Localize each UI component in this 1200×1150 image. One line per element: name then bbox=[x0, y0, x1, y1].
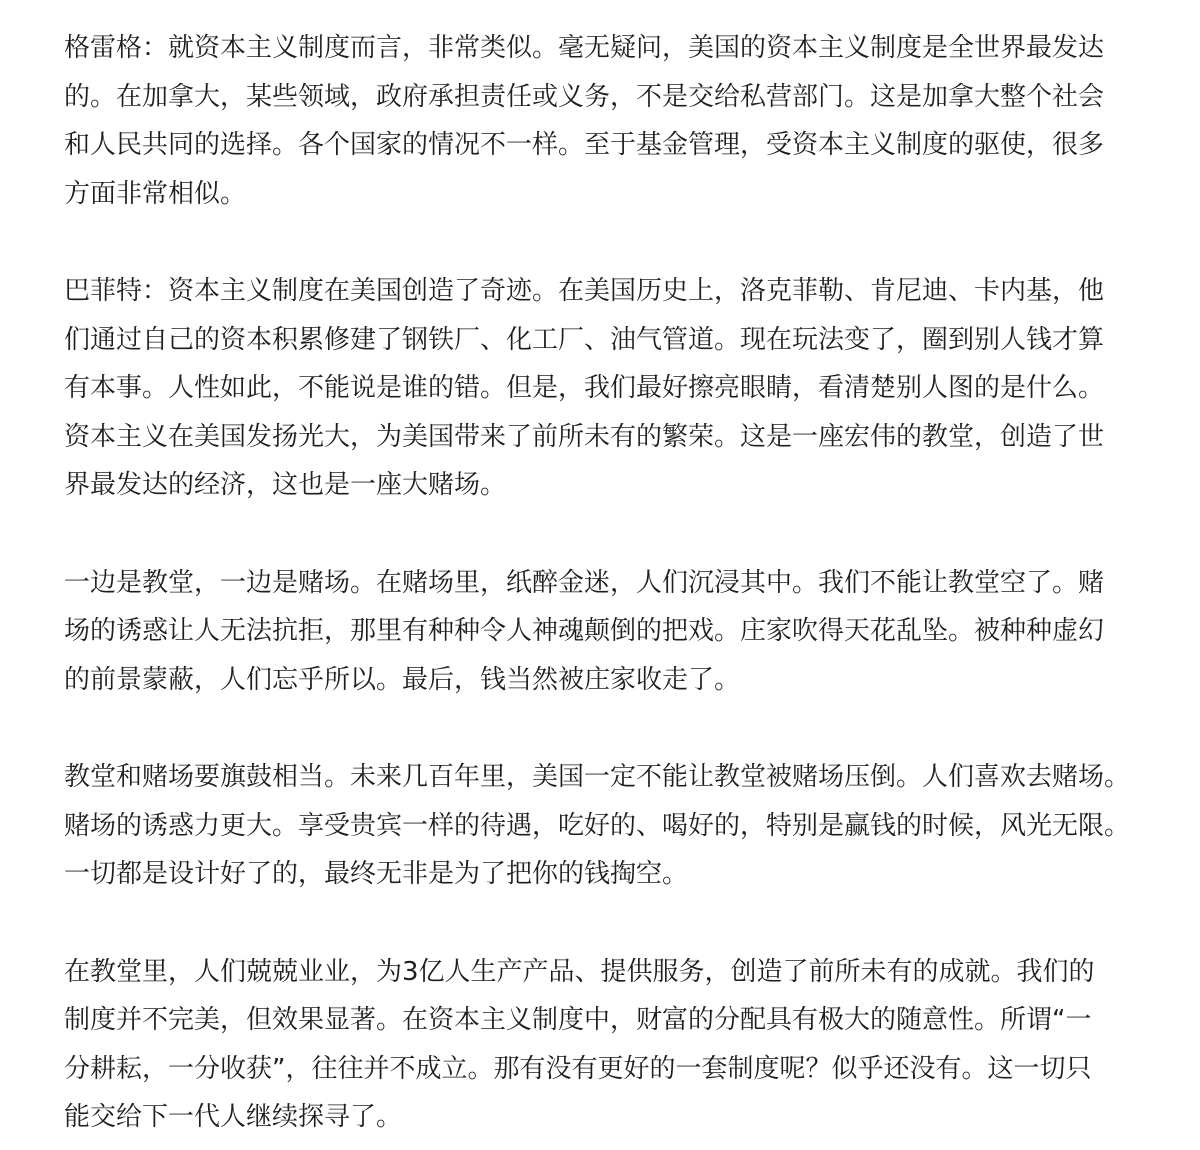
paragraph-church-casino: 一边是教堂，一边是赌场。在赌场里，纸醉金迷，人们沉浸其中。我们不能让教堂空了。赌 场的诱惑让人无法抗拒，那里有种种令人神魂颠倒的把戏。庄家吹得天花乱坠。被种种虚幻 的前景蒙蔽，人们忘乎所以。最后，钱当然被庄家收走了。 bbox=[64, 567, 1105, 695]
paragraph-balance: 教堂和赌场要旗鼓相当。未来几百年里，美国一定不能让教堂被赌场压倒。人们喜欢去赌场。 赌场的诱惑力更大。享受贵宾一样的待遇，吃好的、喝好的，特别是赢钱的时候，风光无限。 一切都是设计好了的，最终无非是为了把你的钱掏空。 bbox=[64, 762, 1131, 889]
paragraph-buffett-reply: 巴菲特：资本主义制度在美国创造了奇迹。在美国历史上，洛克菲勒、肯尼迪、卡内基，他 们通过自己的资本积累修建了钢铁厂、化工厂、油气管道。现在玩法变了，圈到别人钱才算 有本事。人性如此，不能说是谁的错。但是，我们最好擦亮眼睛，看清楚别人图的是什么。 资本主义在美国发扬光大，为美国带来了前所未有的繁荣。这是一座宏伟的教堂，创造了世 界最发达的经济，这也是一座大赌场。 bbox=[64, 276, 1105, 500]
paragraph-greg-reply: 格雷格：就资本主义制度而言，非常类似。毫无疑问，美国的资本主义制度是全世界最发达 的。在加拿大，某些领域，政府承担责任或义务，不是交给私营部门。这是加拿大整个社会 和人民共同的选择。各个国家的情况不一样。至于基金管理，受资本主义制度的驱使，很多 方面非常相似。 bbox=[64, 33, 1105, 209]
paragraph-conclusion: 在教堂里，人们兢兢业业，为3亿人生产产品、提供服务，创造了前所未有的成就。我们的 制度并不完美，但效果显著。在资本主义制度中，财富的分配具有极大的随意性。所谓“一 分耕耘，一分收获”，往往并不成立。那有没有更好的一套制度呢？似乎还没有。这一切只 能交给下一代人继续探寻了。 bbox=[64, 956, 1095, 1132]
